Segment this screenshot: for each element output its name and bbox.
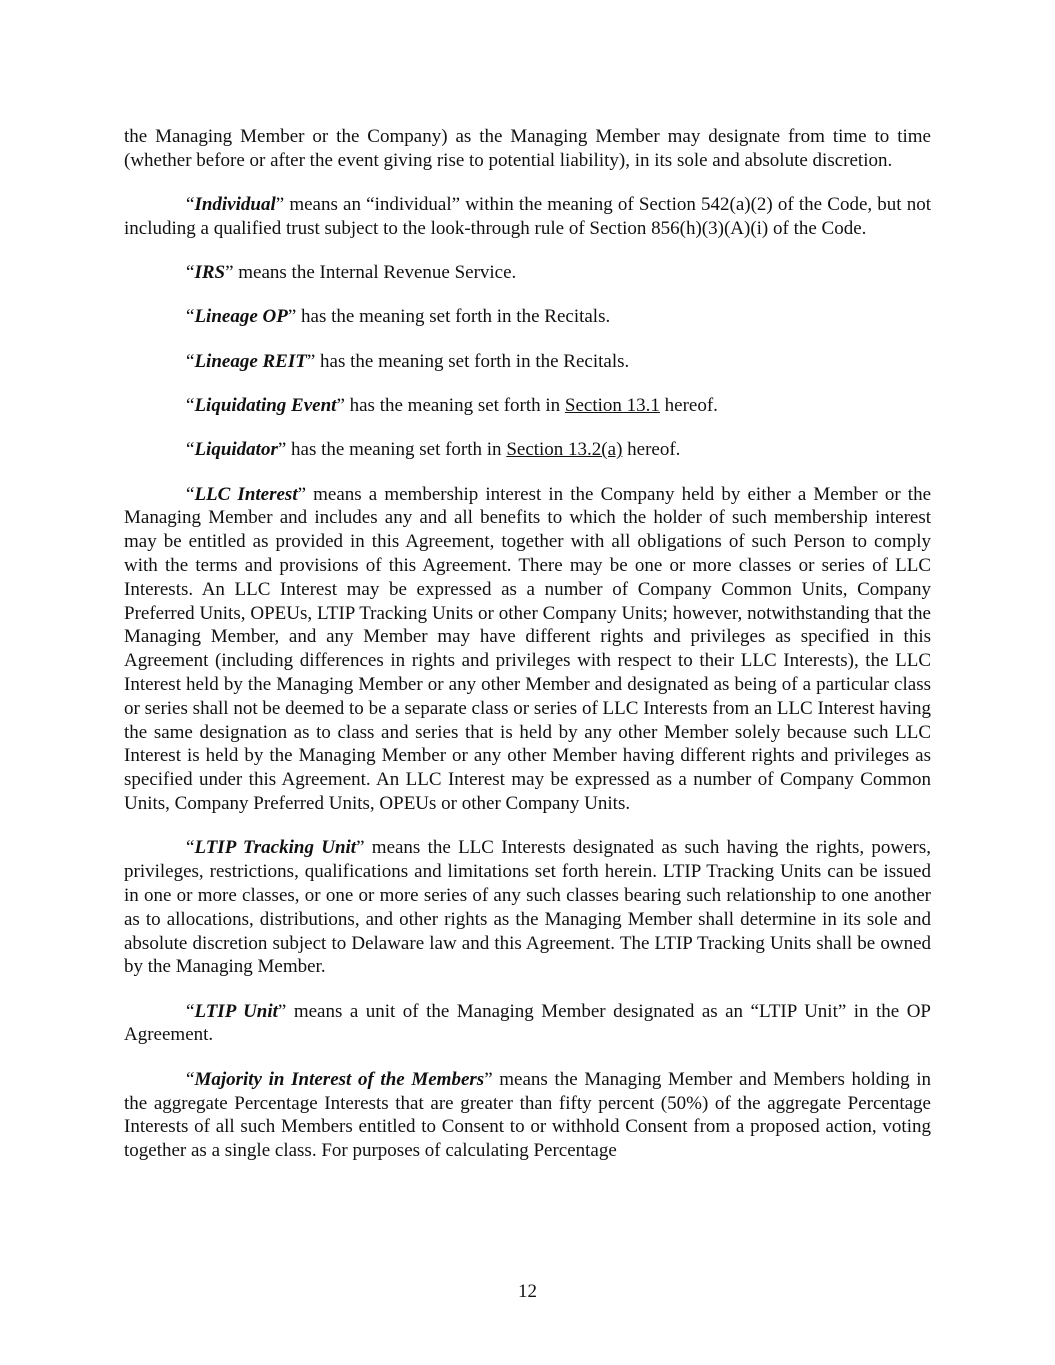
defined-term: Liquidating Event [194,395,337,417]
open-quote: “ [186,350,195,372]
open-quote: “ [186,1068,195,1090]
section-reference-link[interactable]: Section 13.2(a) [506,439,623,461]
definition-text: means the Internal Revenue Service. [233,262,517,284]
definition-text: means the LLC Interests designated as such having the rights, powers, privileges, restrictions, qualifications and limitations set forth herein. LTIP Tracking Units can be issued in one or more classes, or one or more series of any such classes bearing such relationship to one another as to allocations, distributions, and other rights as the Managing Member shall determine in its sole and absolute discretion subject to Delaware law and this Agreement. The LTIP Tracking Units shall be owned by the Managing Member. [124,837,931,978]
definition-lineage-op [124,305,931,329]
definition-majority-in-interest [124,1068,931,1163]
defined-term: LLC Interest [194,483,298,505]
definition-text: has the meaning set forth in the Recitals. [296,306,611,328]
document-page [124,125,931,1183]
defined-term: Individual [194,194,276,216]
open-quote: “ [186,837,195,859]
close-quote: ” [484,1068,493,1090]
definition-liquidating-event [124,394,931,418]
definition-text-tail: hereof. [622,439,681,461]
definition-text: means an “individual” within the meaning of Section 542(a)(2) of the Code, but not including a qualified trust subject to the look-through rule of Section 856(h)(3)(A)(i) of the Code. [124,194,931,239]
defined-term: LTIP Tracking Unit [194,837,357,859]
definition-text-tail: hereof. [659,395,718,417]
definition-llc-interest [124,483,931,816]
definition-liquidator [124,438,931,462]
definition-text: has the meaning set forth in the Recitals. [315,350,630,372]
definition-text: means a membership interest in the Company held by either a Member or the Managing Member and includes any and all benefits to which the holder of such membership interest may be entitled as provided in this Agreement, together with all obligations of such Person to comply with the terms and provisions of this Agreement. There may be one or more classes or series of LLC Interests. An LLC Interest may be expressed as a number of Company Common Units, Company Preferred Units, OPEUs, LTIP Tracking Units or other Company Units; however, notwithstanding that the Managing Member, and any Member may have different rights and privileges as specified in this Agreement (including differences in rights and privileges with respect to their LLC Interests), the LLC Interest held by the Managing Member or any other Member and designated as being of a particular class or series shall not be deemed to be a separate class or series of LLC Interests from an LLC Interest having the same designation as to class and series that is held by any other Member solely because such LLC Interest is held by the Managing Member or any other Member having different rights and privileges as specified under this Agreement. An LLC Interest may be expressed as a number of Company Common Units, Company Preferred Units, OPEUs or other Company Units. [124,483,932,815]
definition-lineage-reit [124,350,931,374]
defined-term: Liquidator [194,439,278,461]
close-quote: ” [225,262,234,284]
definition-text: means a unit of the Managing Member designated as an “LTIP Unit” in the OP Agreement. [124,1000,931,1046]
open-quote: “ [186,395,195,417]
definition-ltip-unit [124,1000,931,1048]
close-quote: ” [336,395,345,417]
definition-text: has the meaning set forth in [344,395,565,417]
definition-individual [124,193,931,241]
open-quote: “ [186,262,195,284]
open-quote: “ [186,439,195,461]
open-quote: “ [186,1000,195,1022]
section-reference-link[interactable]: Section 13.1 [564,395,660,417]
defined-term: IRS [194,262,226,284]
paragraph-continuation [124,125,931,173]
close-quote: ” [356,837,365,859]
paragraph-text: the Managing Member or the Company) as the Managing Member may designate from time to time (whether before or after the event giving rise to potential liability), in its sole and absolute discretion. [124,126,931,171]
defined-term: Majority in Interest of the Members [194,1068,485,1090]
definition-text: has the meaning set forth in [286,439,507,461]
close-quote: ” [306,350,316,372]
close-quote: ” [297,483,307,505]
close-quote: ” [287,306,297,328]
open-quote: “ [186,483,195,505]
definition-irs [124,261,931,285]
definition-ltip-tracking-unit [124,836,931,979]
close-quote: ” [277,1000,287,1022]
defined-term: LTIP Unit [194,1000,278,1022]
close-quote: ” [275,194,285,216]
close-quote: ” [277,439,287,461]
defined-term: Lineage REIT [194,350,307,372]
page-number: 12 [518,1281,537,1302]
open-quote: “ [186,194,195,216]
defined-term: Lineage OP [194,306,288,328]
open-quote: “ [186,306,195,328]
definition-text: means the Managing Member and Members holding in the aggregate Percentage Interests that are greater than fifty percent (50%) of the aggregate Percentage Interests of all such Members entitled to Consent to or withhold Consent from a proposed action, voting together as a single class. For purposes of calculating Percentage [124,1068,931,1162]
